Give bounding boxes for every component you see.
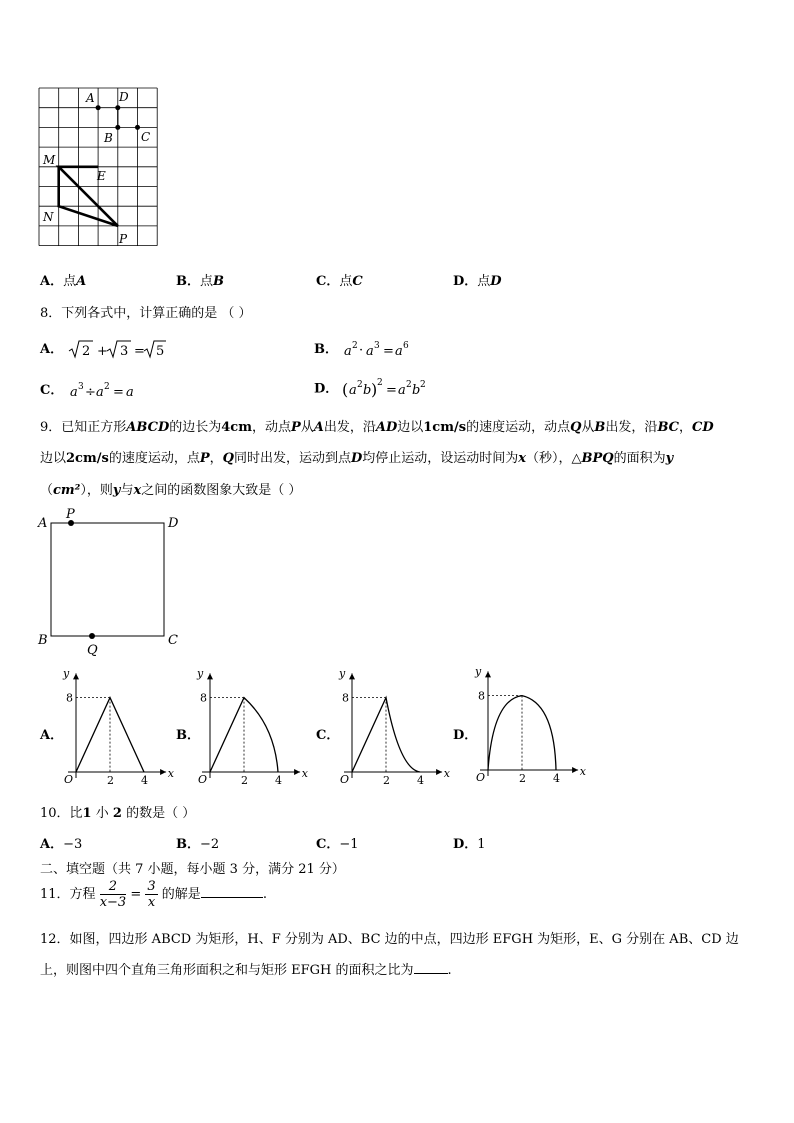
section-fill-blank-heading: 二、填空题（共 7 小题，每小题 3 分，满分 21 分） [40, 862, 345, 877]
grid-point [96, 105, 101, 110]
svg-text:2: 2 [377, 378, 384, 388]
svg-text:a: a [366, 343, 374, 359]
svg-text:2: 2 [357, 380, 364, 390]
svg-text:a: a [95, 384, 104, 400]
svg-text:=: = [383, 343, 395, 359]
label-C: C [141, 130, 151, 144]
q7-option-a[interactable]: A．点A [40, 274, 87, 289]
y-axis-arrow [485, 671, 491, 677]
q9-graph-a[interactable] [58, 667, 175, 787]
x-axis-label: x [579, 765, 587, 778]
y-tick-label: 8 [478, 689, 485, 703]
q9-graph-d[interactable] [470, 665, 587, 786]
q8-option-b[interactable]: B． a 2 · a 3 = a 6 [314, 338, 422, 361]
q8-d-expr [342, 377, 442, 401]
svg-text:=: = [112, 384, 124, 400]
sq-label-B: B [38, 633, 48, 648]
label-N: N [43, 210, 54, 224]
svg-text:a: a [395, 343, 403, 359]
origin-label: O [476, 771, 486, 784]
x-tick-label: 4 [553, 772, 560, 785]
origin-label: O [198, 773, 208, 786]
svg-text:b: b [363, 383, 372, 398]
svg-text:÷: ÷ [84, 384, 96, 400]
q11-fraction-2: $\frac{3}{x}$ [147, 879, 156, 910]
x-tick-label: 4 [141, 774, 148, 787]
svg-text:6: 6 [403, 340, 409, 351]
q8-b-expr [342, 339, 422, 361]
q12-line-2: 上，则图中四个直角三角形面积之和与矩形 EFGH 的面积之比为 . [40, 963, 452, 978]
svg-text:2: 2 [103, 381, 110, 392]
grid-point [135, 125, 140, 130]
x-axis-arrow [160, 769, 166, 775]
sq-label-D: D [168, 516, 179, 531]
svg-text:2: 2 [352, 340, 358, 351]
x-axis-label: x [167, 767, 175, 780]
q9-line-1: 9．已知正方形ABCD的边长为4cm，动点P从A出发，沿AD边以1cm/s的速度运动，动点Q从B出发，沿BC，CD [40, 420, 714, 435]
svg-text:a: a [125, 384, 134, 400]
label-D: D [119, 90, 129, 104]
x-tick-label: 2 [241, 774, 248, 787]
y-tick-label: 8 [66, 691, 73, 705]
x-tick-label: 2 [519, 772, 526, 785]
svg-text:3: 3 [374, 340, 380, 351]
svg-text:2: 2 [82, 343, 91, 359]
origin-label: O [340, 773, 350, 786]
svg-text:a: a [344, 343, 352, 359]
y-axis-arrow [349, 673, 355, 679]
q9-option-b-label[interactable]: B． [176, 728, 200, 743]
square-abcd [51, 523, 164, 636]
q8-option-c[interactable]: C． a 3 ÷ a 2 = a [40, 379, 148, 402]
q11-fraction-1: $\frac{2}{x-3}$ [99, 879, 127, 910]
x-axis-label: x [443, 767, 451, 780]
q10-option-a[interactable]: A．−3 [40, 837, 83, 852]
x-axis-label: x [301, 767, 309, 780]
q9-line-2: 边以2cm/s的速度运动，点P，Q同时出发，运动到点D均停止运动，设运动时间为x（秒），△BPQ的面积为y [40, 451, 674, 466]
q7-option-d[interactable]: D．点D [453, 274, 502, 289]
q9-graph-b[interactable] [192, 667, 309, 787]
q9-square-figure [34, 506, 184, 656]
origin-label: O [64, 773, 74, 786]
svg-text:5: 5 [156, 343, 165, 359]
grid-figure [30, 80, 170, 255]
svg-text:3: 3 [120, 343, 129, 359]
q7-option-b[interactable]: B．点B [176, 274, 225, 289]
svg-text:a: a [69, 384, 78, 400]
label-P: P [119, 232, 128, 246]
y-axis-arrow [73, 673, 79, 679]
svg-text:+: + [97, 343, 109, 359]
q8-c-expr [68, 380, 148, 402]
q9-option-c-label[interactable]: C． [316, 728, 340, 743]
svg-text:=: = [134, 343, 146, 359]
y-axis-label: y [339, 667, 346, 681]
q9-option-a-label[interactable]: A． [40, 728, 64, 743]
x-axis-arrow [294, 769, 300, 775]
y-axis-label: y [63, 667, 70, 681]
q11: 11．方程 $\frac{2}{x-3}$ = $\frac{3}{x}$ 的解是 . [40, 879, 267, 910]
x-tick-label: 4 [275, 774, 282, 787]
q9-line-3: （cm²），则y与x之间的函数图象大致是（ ） [40, 483, 302, 498]
svg-text:b: b [412, 383, 421, 398]
sq-label-Q: Q [87, 643, 98, 658]
svg-text:a: a [398, 383, 407, 398]
q10-stem: 10．比1 小 2 的数是（ ） [40, 806, 196, 821]
q12-answer-blank[interactable] [414, 973, 448, 974]
x-tick-label: 4 [417, 774, 424, 787]
svg-text:=: = [386, 383, 398, 398]
q9-option-d-label[interactable]: D． [453, 728, 478, 743]
q9-graph-c[interactable] [334, 667, 451, 787]
y-axis-arrow [207, 673, 213, 679]
svg-text:2: 2 [420, 380, 427, 390]
svg-text:(: ( [342, 380, 349, 399]
grid-shapes [59, 105, 140, 226]
label-E: E [97, 169, 106, 183]
y-axis-label: y [197, 667, 204, 681]
q8-stem: 8．下列各式中，计算正确的是 （ ） [40, 306, 252, 321]
svg-text:): ) [371, 380, 378, 399]
sq-label-P: P [66, 507, 75, 522]
q10-option-c[interactable]: C．−1 [316, 837, 359, 852]
x-tick-label: 2 [383, 774, 390, 787]
svg-text:3: 3 [77, 381, 84, 392]
y-tick-label: 8 [342, 691, 349, 705]
label-M: M [43, 153, 56, 167]
sq-label-C: C [168, 633, 178, 648]
sq-label-A: A [38, 516, 48, 531]
q8-option-a[interactable]: A． 2 + 3 = 5 [40, 338, 167, 361]
label-A: A [86, 91, 95, 105]
x-tick-label: 2 [107, 774, 114, 787]
q12-line-1: 12．如图，四边形 ABCD 为矩形，H、F 分别为 AD、BC 边的中点，四边形 EFGH 为矩形，E、G 分别在 AB、CD 边 [40, 932, 739, 947]
svg-text:·: · [359, 342, 364, 358]
q7-option-c[interactable]: C．点C [316, 274, 363, 289]
svg-text:a: a [349, 383, 358, 398]
x-axis-arrow [436, 769, 442, 775]
point-q [89, 633, 95, 639]
y-axis-label: y [475, 665, 482, 679]
q10-option-b[interactable]: B．−2 [176, 837, 220, 852]
x-axis-arrow [572, 767, 578, 773]
q11-answer-blank[interactable] [201, 897, 263, 898]
y-tick-label: 8 [200, 691, 207, 705]
q8-option-d[interactable]: D． ( a 2 b ) 2 = a 2 b 2 [314, 377, 442, 401]
q10-option-d[interactable]: D．1 [453, 837, 486, 852]
svg-text:2: 2 [406, 380, 413, 390]
label-B: B [104, 131, 113, 145]
triangle-mnp [59, 167, 118, 226]
q8-a-expr [67, 339, 167, 361]
